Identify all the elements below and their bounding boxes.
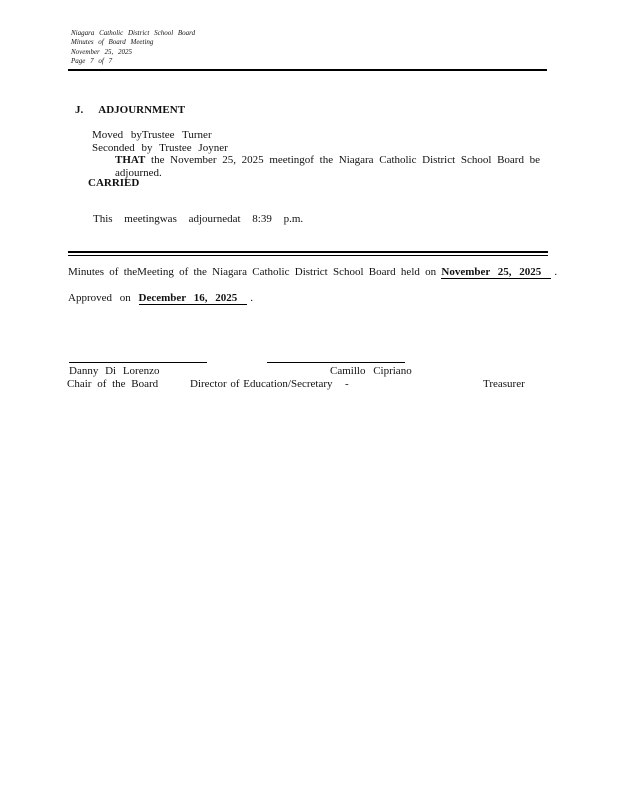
motion-moved-line: Moved byTrustee Turner bbox=[92, 129, 212, 141]
approved-period: . bbox=[250, 292, 253, 304]
motion-seconded-line: Seconded by Trustee Joyner bbox=[92, 141, 228, 154]
signatory-title-treasurer: Treasurer bbox=[483, 377, 525, 390]
header-divider bbox=[68, 69, 547, 71]
minutes-held-date: November 25, 2025 bbox=[441, 266, 551, 279]
approved-line bbox=[68, 292, 253, 304]
motion-carried-label: CARRIED bbox=[88, 176, 140, 189]
header-board-name: Niagara Catholic District School Board bbox=[71, 29, 196, 37]
section-heading-adjournment bbox=[75, 104, 185, 116]
signatory-title-separator: - bbox=[345, 377, 349, 390]
signatory-name-director: Camillo Cipriano bbox=[330, 365, 412, 377]
minutes-attestation-text: Minutes of theMeeting of the Niagara Catholic District School Board held on bbox=[68, 266, 437, 278]
approved-text: Approved on bbox=[68, 292, 131, 304]
signatory-title-director: Director of Education/Secretary bbox=[190, 377, 333, 390]
page-header bbox=[71, 29, 195, 67]
motion-continuation-line: adjourned. bbox=[115, 166, 162, 179]
adjournment-time-line: This meetingwas adjournedat 8:39 p.m. bbox=[93, 213, 304, 225]
signature-line-chair bbox=[69, 362, 207, 363]
approved-date: December 16, 2025 bbox=[139, 292, 248, 305]
motion-that-keyword: THAT bbox=[115, 154, 146, 166]
motion-that-text: the November 25, 2025 meetingof the Niagara Catholic District School Board be bbox=[151, 154, 541, 166]
section-title: ADJOURNMENT bbox=[98, 104, 186, 116]
signatory-name-chair: Danny Di Lorenzo bbox=[69, 365, 160, 377]
header-page-number: Page 7 of 7 bbox=[71, 57, 113, 66]
signature-line-director bbox=[267, 362, 405, 363]
minutes-period: . bbox=[554, 266, 558, 278]
section-divider bbox=[68, 251, 548, 256]
signatory-title-chair: Chair of the Board bbox=[67, 377, 159, 390]
header-doc-title: Minutes of Board Meeting bbox=[71, 38, 154, 47]
motion-that-line bbox=[115, 154, 540, 166]
minutes-attestation-line bbox=[68, 266, 558, 278]
section-letter: J. bbox=[75, 104, 84, 116]
header-meeting-date: November 25, 2025 bbox=[71, 47, 133, 56]
